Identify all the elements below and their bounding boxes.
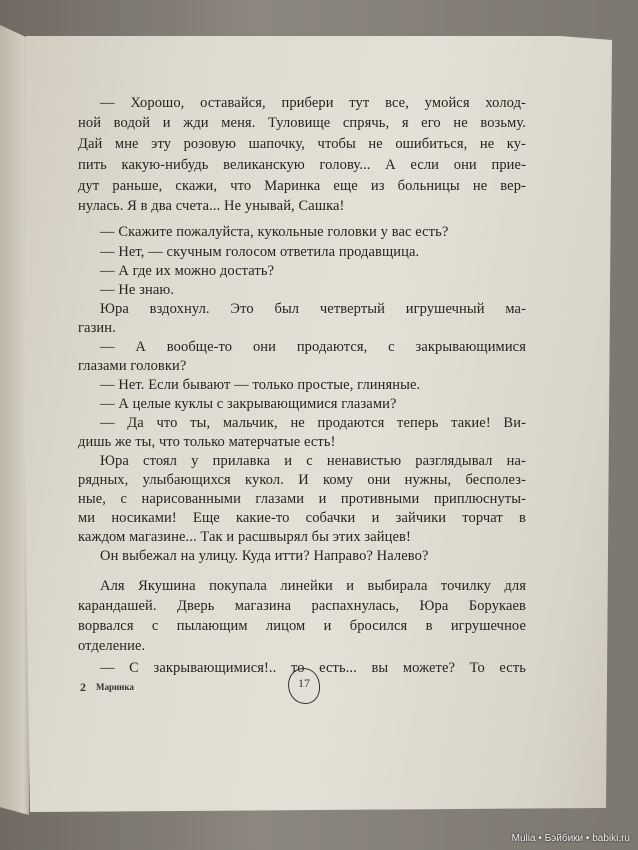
text-line: карандашей. Дверь магазина распахнулась, Юра Борукаев <box>78 598 526 614</box>
signature-number: 2 <box>80 680 86 694</box>
text-line: дишь же ты, что только матерчатые есть! <box>78 434 336 450</box>
text-line: Дай мне эту розовую шапочку, чтобы не ошибиться, не ку- <box>78 136 526 152</box>
text-line: — Нет. Если бывают — только простые, глиняные. <box>100 377 421 393</box>
text-line: Юра стоял у прилавка и с ненавистью разглядывал на- <box>100 453 526 469</box>
text-line: глазами головки? <box>78 358 187 374</box>
text-line: — А вообще-то они продаются, с закрывающимися <box>100 339 526 355</box>
text-line: каждом магазине... Так и расшвырял бы этих зайцев! <box>78 529 411 545</box>
signature-title: Маринка <box>96 682 134 692</box>
text-line: Аля Якушина покупала линейки и выбирала точилку для <box>100 578 526 594</box>
text-line: — Да что ты, мальчик, не продаются теперь такие! Ви- <box>100 415 526 431</box>
text-line: ворвался с пылающим лицом и бросился в игрушечное <box>78 618 526 634</box>
text-line: Юра вздохнул. Это был четвертый игрушечный ма- <box>100 301 526 317</box>
text-line: — Нет, — скучным голосом ответила продавщица. <box>100 244 420 260</box>
watermark: Mulia • Бэйбики • babiki.ru <box>511 833 630 844</box>
text-line: дут раньше, скажи, что Маринка еще из больницы не вер- <box>78 178 526 194</box>
text-line: — Хорошо, оставайся, прибери тут все, умойся холод- <box>100 95 526 111</box>
text-line: газин. <box>78 320 116 336</box>
text-line: ной водой и жди меня. Туловище спрячь, я его не возьму. <box>78 115 526 131</box>
text-line: — Скажите пожалуйста, кукольные головки у вас есть? <box>100 224 449 240</box>
text-line: нулась. Я в два счета... Не унывай, Сашка! <box>78 198 345 214</box>
text-line: отделение. <box>78 638 146 654</box>
text-line: рядных, улыбающихся кукол. И кому они нужны, бесполез- <box>78 472 526 488</box>
text-line: ные, с нарисованными глазами и противными приплюснуты- <box>78 491 526 507</box>
text-line: — С закрывающимися!.. то есть... вы можете? То есть <box>100 660 526 676</box>
text-line: — А целые куклы с закрывающимися глазами? <box>100 396 397 412</box>
page-number: 17 <box>288 668 320 704</box>
text-line: Он выбежал на улицу. Куда итти? Направо? Налево? <box>100 548 429 564</box>
text-line: — А где их можно достать? <box>100 263 275 279</box>
text-line: ми носиками! Еще какие-то собачки и зайчики торчат в <box>78 510 526 526</box>
text-line: пить какую-нибудь великанскую голову... А если они прие- <box>78 157 526 173</box>
text-line: — Не знаю. <box>100 282 175 298</box>
